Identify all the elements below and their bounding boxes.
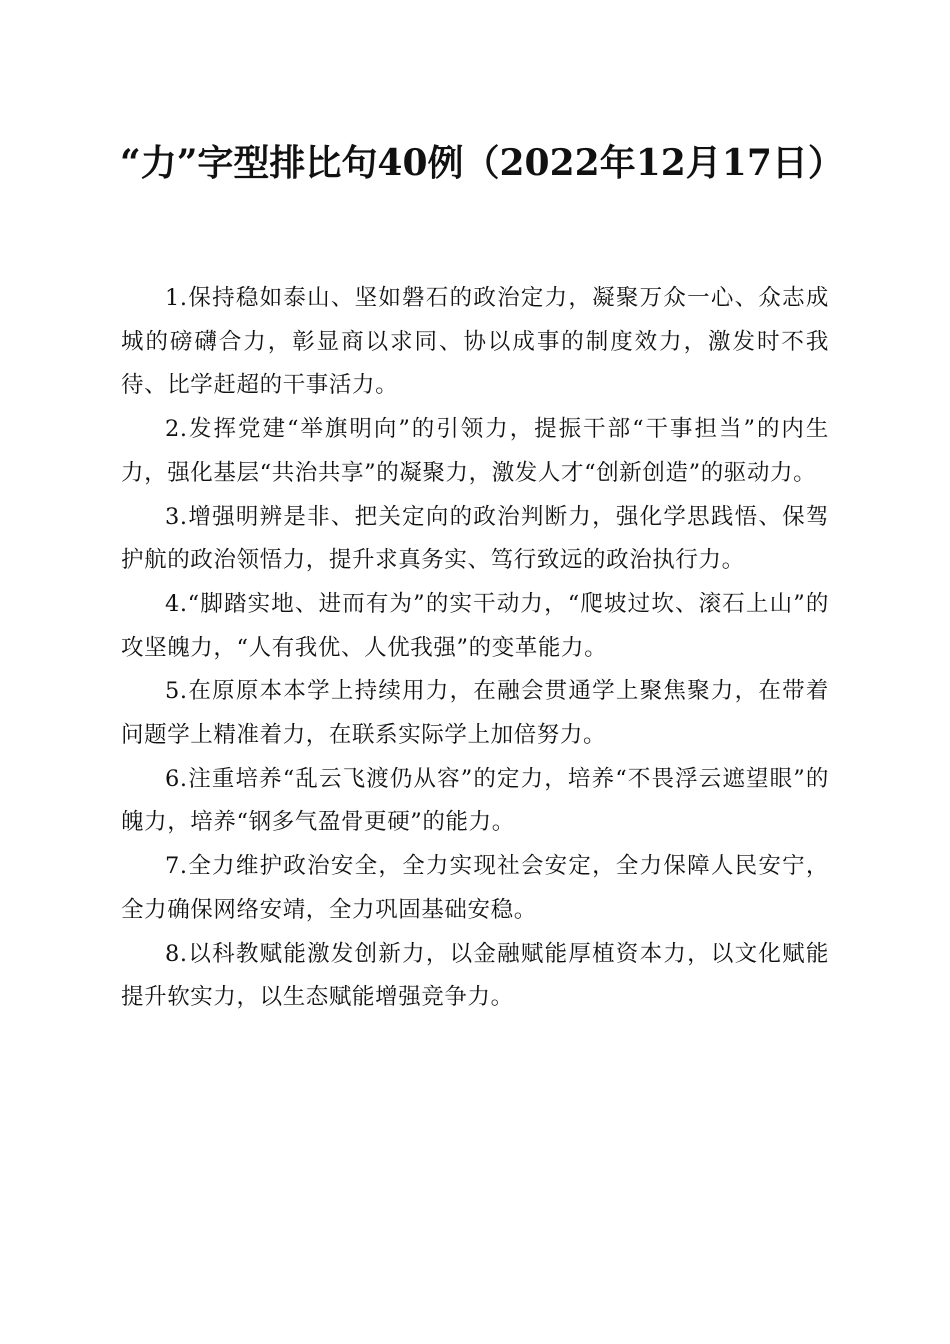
paragraph-1: 1.保持稳如泰山、坚如磐石的政治定力，凝聚万众一心、众志成城的磅礴合力，彰显商以求同、协以成事的制度效力，激发时不我待、比学赶超的干事活力。	[121, 285, 829, 399]
paragraph-2: 2.发挥党建“举旗明向”的引领力，提振干部“干事担当”的内生力，强化基层“共治共享”的凝聚力，激发人才“创新创造”的驱动力。	[121, 416, 829, 486]
paragraph-3: 3.增强明辨是非、把关定向的政治判断力，强化学思践悟、保驾护航的政治领悟力，提升求真务实、笃行致远的政治执行力。	[121, 503, 829, 574]
paragraph-6: 6.注重培养“乱云飞渡仍从容”的定力，培养“不畏浮云遮望眼”的魄力，培养“钢多气盈骨更硬”的能力。	[121, 765, 829, 836]
document-body	[121, 277, 829, 1020]
paragraph-8: 8.以科教赋能激发创新力，以金融赋能厚植资本力，以文化赋能提升软实力，以生态赋能增强竞争力。	[121, 940, 829, 1011]
paragraph-4: 4.“脚踏实地、进而有为”的实干动力，“爬坡过坎、滚石上山”的攻坚魄力，“人有我优、人优我强”的变革能力。	[121, 590, 829, 661]
document-title: “力”字型排比句40例（2022年12月17日）	[120, 142, 844, 184]
paragraph-7: 7.全力维护政治安全，全力实现社会安定，全力保障人民安宁，全力确保网络安靖，全力巩固基础安稳。	[121, 853, 829, 923]
paragraph-5: 5.在原原本本学上持续用力，在融会贯通学上聚焦聚力，在带着问题学上精准着力，在联系实际学上加倍努力。	[121, 678, 829, 749]
